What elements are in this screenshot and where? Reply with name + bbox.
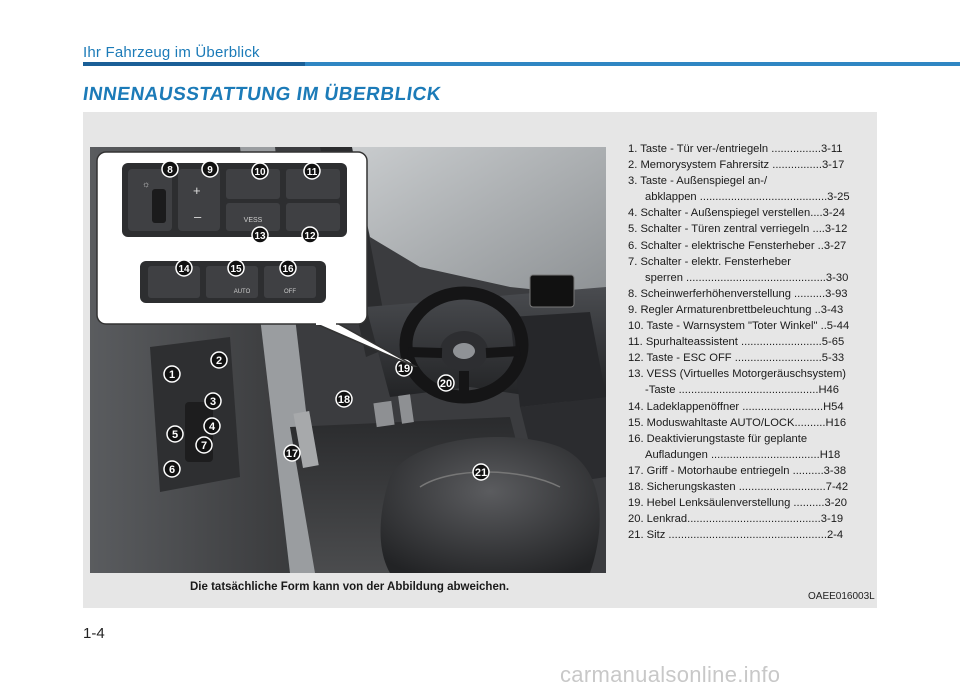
marker-18 — [336, 391, 352, 407]
svg-text:1: 1 — [168, 369, 176, 381]
legend-item: 12. Taste - ESC OFF ............................5-33 — [628, 352, 845, 365]
vess-label: VESS — [243, 217, 263, 224]
legend-item: 15. Moduswahltaste AUTO/LOCK..........H16 — [628, 416, 847, 429]
svg-text:10: 10 — [254, 167, 266, 178]
svg-text:12: 12 — [304, 231, 316, 242]
svg-text:19: 19 — [397, 363, 411, 375]
marker-21 — [473, 464, 489, 480]
svg-text:14: 14 — [178, 264, 190, 275]
marker-16 — [280, 260, 296, 276]
marker-3 — [205, 393, 221, 409]
legend-item: 20. Lenkrad...........................................3-19 — [628, 513, 844, 526]
marker-15 — [228, 260, 244, 276]
legend-item: 18. Sicherungskasten ............................7-42 — [628, 480, 849, 493]
svg-text:11: 11 — [306, 167, 318, 178]
auto-label: AUTO — [233, 289, 251, 295]
svg-text:20: 20 — [439, 378, 453, 390]
legend-item: 8. Scheinwerferhöhenverstellung ..........3-93 — [628, 287, 848, 300]
legend-item: 16. Deaktivierungstaste für geplante — [628, 432, 808, 445]
marker-6 — [164, 461, 180, 477]
svg-text:13: 13 — [254, 231, 266, 242]
marker-9 — [202, 161, 218, 177]
marker-5 — [167, 426, 183, 442]
legend-item: 10. Taste - Warnsystem "Toter Winkel" ..5-44 — [628, 320, 850, 333]
svg-text:9: 9 — [207, 165, 213, 176]
svg-text:6: 6 — [168, 464, 176, 476]
marker-13 — [252, 227, 268, 243]
svg-text:5: 5 — [171, 429, 179, 441]
header-section-label: Ihr Fahrzeug im Überblick — [83, 44, 260, 61]
legend-item-continued: abklappen .........................................3-25 — [645, 191, 850, 204]
marker-10 — [252, 163, 268, 179]
marker-14 — [176, 260, 192, 276]
marker-8 — [162, 161, 178, 177]
brake-pedal — [373, 401, 394, 427]
legend-item: 17. Griff - Motorhaube entriegeln ..........3-38 — [628, 464, 847, 477]
marker-17 — [284, 445, 300, 461]
legend-item-continued: sperren .............................................3-30 — [645, 271, 849, 284]
page-title: INNENAUSSTATTUNG IM ÜBERBLICK — [81, 84, 443, 105]
svg-text:4: 4 — [208, 421, 216, 433]
svg-text:8: 8 — [167, 165, 173, 176]
off-label: OFF — [284, 289, 296, 295]
legend-item: 13. VESS (Virtuelles Motorgeräuschsystem) — [628, 368, 847, 381]
legend-item: 9. Regler Armaturenbrettbeleuchtung ..3-43 — [628, 303, 844, 316]
svg-text:18: 18 — [337, 394, 351, 406]
legend-item-continued: Aufladungen ...................................H18 — [645, 448, 841, 461]
marker-4 — [204, 418, 220, 434]
component-legend — [628, 141, 873, 543]
switch-callout — [90, 147, 470, 367]
callout-pointer — [312, 322, 420, 367]
svg-text:15: 15 — [230, 264, 242, 275]
legend-item: 3. Taste - Außenspiegel an-/ — [628, 175, 768, 188]
legend-item: 7. Schalter - elektr. Fensterheber — [628, 255, 791, 268]
headlight-icon: ☼ — [142, 179, 151, 189]
svg-text:2: 2 — [215, 355, 223, 367]
svg-text:3: 3 — [209, 396, 217, 408]
legend-item: 6. Schalter - elektrische Fensterheber ..3-27 — [628, 239, 847, 252]
figure-caption: Die tatsächliche Form kann von der Abbildung abweichen. — [190, 581, 510, 593]
marker-12 — [302, 227, 318, 243]
marker-20 — [438, 375, 454, 391]
header-rule-accent — [83, 62, 305, 66]
svg-text:16: 16 — [282, 264, 294, 275]
legend-item: 5. Schalter - Türen zentral verriegeln ....3-12 — [628, 223, 848, 236]
legend-item: 2. Memorysystem Fahrersitz ................3-17 — [628, 159, 845, 172]
legend-item-continued: -Taste .............................................H46 — [645, 384, 839, 397]
marker-1 — [164, 366, 180, 382]
marker-7 — [196, 437, 212, 453]
image-code: OAEE016003L — [808, 591, 875, 602]
page-number: 1-4 — [83, 625, 105, 642]
legend-item: 1. Taste - Tür ver-/entriegeln ................3-11 — [628, 143, 843, 155]
legend-item: 21. Sitz ...................................................2-4 — [628, 529, 844, 542]
svg-text:+: + — [193, 183, 201, 198]
svg-text:17: 17 — [285, 448, 299, 460]
legend-item: 11. Spurhalteassistent ..........................5-65 — [628, 336, 845, 349]
driver-seat — [381, 437, 600, 573]
legend-item: 14. Ladeklappenöffner ..........................H54 — [628, 400, 844, 413]
legend-item: 4. Schalter - Außenspiegel verstellen....3-24 — [628, 207, 846, 220]
svg-text:–: – — [194, 209, 202, 224]
svg-text:21: 21 — [474, 467, 488, 479]
watermark: carmanualsonline.info — [560, 662, 781, 687]
legend-item: 19. Hebel Lenksäulenverstellung ..........3-20 — [628, 497, 847, 510]
svg-text:7: 7 — [200, 440, 208, 452]
center-display — [530, 275, 574, 307]
marker-11 — [304, 163, 320, 179]
